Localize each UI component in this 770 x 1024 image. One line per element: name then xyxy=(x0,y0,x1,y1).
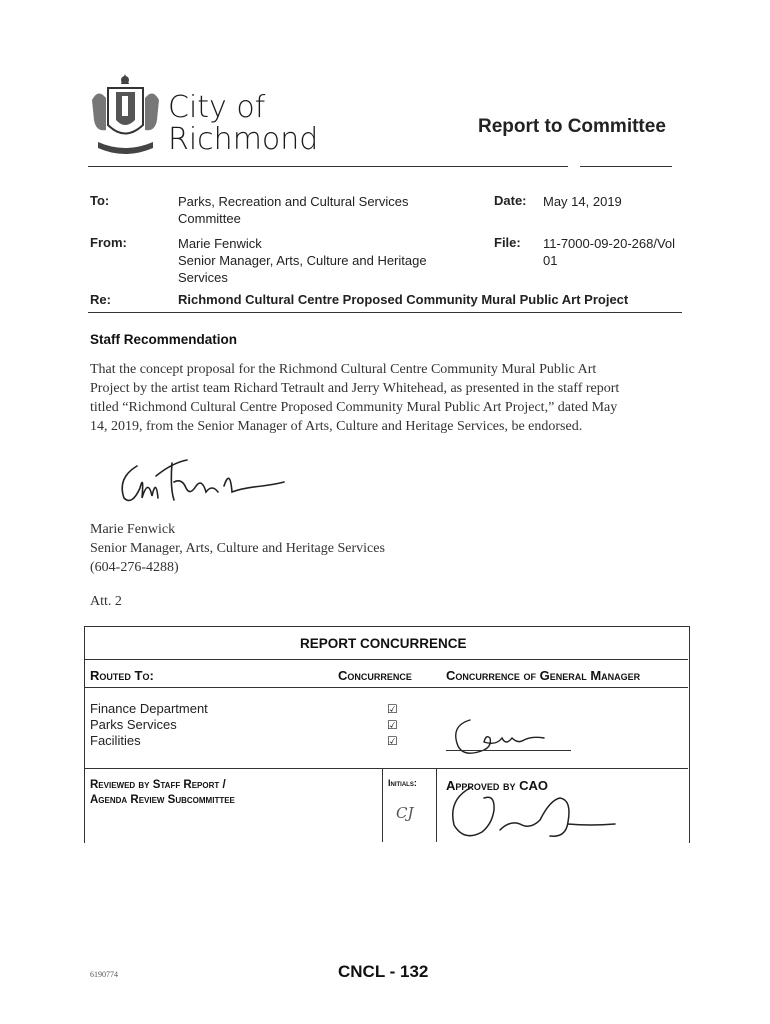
signatory-title: Senior Manager, Arts, Culture and Heritage Services xyxy=(90,541,385,556)
reviewed-by-label xyxy=(90,778,235,808)
date-value: May 14, 2019 xyxy=(543,194,622,209)
concurrence-title: REPORT CONCURRENCE xyxy=(300,636,467,651)
recommendation-line4: 14, 2019, from the Senior Manager of Arts, Culture and Heritage Services, be endorsed. xyxy=(90,419,583,434)
table-divider-2 xyxy=(84,687,688,688)
reviewed-line1: Reviewed by Staff Report / xyxy=(90,779,226,791)
attachments-note: Att. 2 xyxy=(90,594,122,609)
city-name xyxy=(168,92,318,156)
report-title: Report to Committee xyxy=(478,116,666,137)
initials-label: Initials: xyxy=(388,778,417,788)
from-label: From: xyxy=(90,235,127,250)
to-value-line1: Parks, Recreation and Cultural Services xyxy=(178,194,409,209)
file-value-line2: 01 xyxy=(543,253,558,268)
department-list xyxy=(90,701,208,749)
signatory-block xyxy=(90,520,385,577)
signatory-name: Marie Fenwick xyxy=(90,522,176,537)
from-value xyxy=(178,235,427,286)
city-name-line2: Richmond xyxy=(168,122,319,157)
city-coat-of-arms-logo xyxy=(88,70,163,162)
staff-recommendation-text xyxy=(90,360,690,436)
check-finance-icon: ☑ xyxy=(387,702,398,716)
approved-by-cao-label: Approved by CAO xyxy=(446,778,549,793)
department-facilities: Facilities xyxy=(90,733,141,748)
signatory-phone: (604-276-4288) xyxy=(90,560,179,575)
table-divider-3 xyxy=(84,768,688,769)
concurrence-header: Concurrence xyxy=(338,668,412,683)
staff-recommendation-heading: Staff Recommendation xyxy=(90,332,238,347)
city-name-line1: City of xyxy=(168,90,266,125)
file-value xyxy=(543,235,675,269)
recommendation-line3: titled “Richmond Cultural Centre Proposed Community Mural Public Art Project,” dated May xyxy=(90,400,618,415)
from-value-line2: Senior Manager, Arts, Culture and Heritage xyxy=(178,253,427,268)
department-finance: Finance Department xyxy=(90,701,208,716)
date-label: Date: xyxy=(494,193,527,208)
re-label: Re: xyxy=(90,292,111,307)
header-divider-right xyxy=(580,166,672,167)
re-divider xyxy=(88,312,682,313)
document-code: 6190774 xyxy=(90,970,118,979)
recommendation-line1: That the concept proposal for the Richmond Cultural Centre Community Mural Public Art xyxy=(90,362,597,377)
file-value-line1: 11-7000-09-20-268/Vol xyxy=(543,236,676,251)
to-value xyxy=(178,193,409,227)
department-parks: Parks Services xyxy=(90,717,177,732)
gm-signature xyxy=(440,708,570,762)
gm-sign-line xyxy=(446,750,571,751)
table-divider-1 xyxy=(84,659,688,660)
check-facilities-icon: ☑ xyxy=(387,734,398,748)
header-divider xyxy=(88,166,568,167)
re-value: Richmond Cultural Centre Proposed Community Mural Public Art Project xyxy=(178,292,629,307)
to-label: To: xyxy=(90,193,110,208)
table-col-divider-1 xyxy=(382,768,383,842)
gm-concurrence-header: Concurrence of General Manager xyxy=(446,668,641,683)
from-value-line1: Marie Fenwick xyxy=(178,236,262,251)
table-col-divider-2 xyxy=(436,768,437,842)
file-label: File: xyxy=(494,235,521,250)
from-value-line3: Services xyxy=(178,270,228,285)
handwritten-signature xyxy=(112,448,292,518)
initials-value: CJ xyxy=(396,804,414,822)
routed-to-header: Routed To: xyxy=(90,668,154,683)
recommendation-line2: Project by the artist team Richard Tetrault and Jerry Whitehead, as presented in the staff report xyxy=(90,381,620,396)
cao-signature xyxy=(440,780,620,850)
concurrence-checks xyxy=(387,701,398,749)
page-label: CNCL - 132 xyxy=(338,962,429,981)
reviewed-line2: Agenda Review Subcommittee xyxy=(90,794,235,806)
check-parks-icon: ☑ xyxy=(387,718,398,732)
to-value-line2: Committee xyxy=(178,211,241,226)
